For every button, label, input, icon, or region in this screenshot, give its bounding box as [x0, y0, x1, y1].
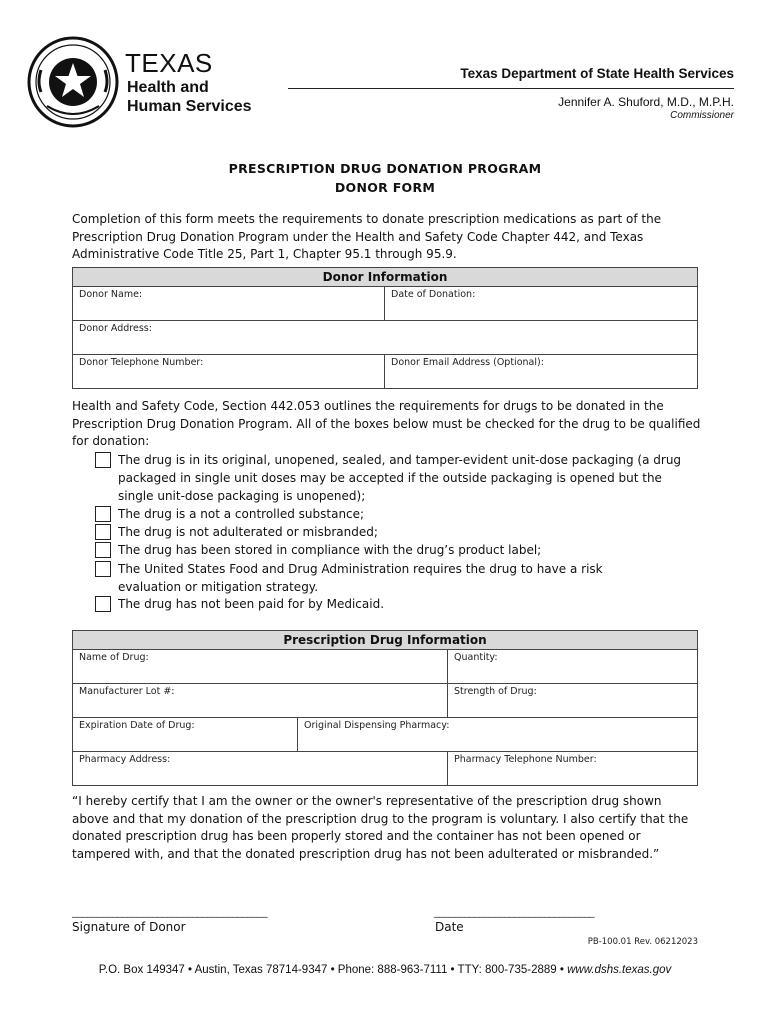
donor-address-field[interactable]: Donor Address:: [79, 323, 152, 334]
footer-address: P.O. Box 149347 • Austin, Texas 78714-9347 • Phone: 888-963-7111 • TTY: 800-735-2889 •: [98, 964, 568, 976]
quantity-field[interactable]: Quantity:: [447, 650, 697, 683]
checkbox[interactable]: [95, 542, 111, 558]
date-label: Date: [435, 920, 464, 934]
logo-agency-text: Health and Human Services: [127, 79, 252, 115]
date-of-donation-field[interactable]: Date of Donation:: [384, 287, 697, 320]
commissioner-name: Jennifer A. Shuford, M.D., M.P.H.: [558, 95, 734, 109]
strength-field[interactable]: Strength of Drug:: [447, 684, 697, 717]
donor-information-table: [72, 267, 698, 389]
signature-line[interactable]: _______________________________________: [72, 905, 267, 918]
donor-email-field[interactable]: Donor Email Address (Optional):: [384, 355, 697, 388]
drug-information-heading: Prescription Drug Information: [73, 631, 697, 650]
checkbox[interactable]: [95, 452, 111, 468]
logo-state-text: TEXAS: [125, 48, 213, 78]
form-title: PRESCRIPTION DRUG DONATION PROGRAM: [228, 161, 542, 176]
lot-number-field[interactable]: Manufacturer Lot #:: [79, 686, 175, 697]
form-number: PB-100.01 Rev. 06212023: [587, 937, 698, 947]
requirements-paragraph: Health and Safety Code, Section 442.053 outlines the requirements for drugs to be donated in the Prescription Drug Donation Program. All of the boxes below must be checked for the drug to be qualified for donation:: [72, 399, 701, 448]
checkbox[interactable]: [95, 524, 111, 540]
commissioner-title: Commissioner: [670, 110, 734, 121]
footer-contact: [0, 964, 770, 976]
donor-name-field[interactable]: Donor Name:: [79, 289, 143, 300]
expiration-date-field[interactable]: Expiration Date of Drug:: [79, 720, 195, 731]
intro-paragraph: Completion of this form meets the requirements to donate prescription medications as part of the Prescription Drug Donation Program under the Health and Safety Code Chapter 442, and Texas Administrative Code Title 25, Part 1, Chapter 95.1 through 95.9.: [72, 212, 662, 261]
checkbox[interactable]: [95, 561, 111, 577]
pharmacy-address-field[interactable]: Pharmacy Address:: [79, 754, 171, 765]
original-pharmacy-field[interactable]: Original Dispensing Pharmacy:: [297, 718, 697, 751]
drug-name-field[interactable]: Name of Drug:: [79, 652, 149, 663]
pharmacy-phone-field[interactable]: Pharmacy Telephone Number:: [447, 752, 697, 785]
drug-information-table: [72, 630, 698, 786]
donor-phone-field[interactable]: Donor Telephone Number:: [79, 357, 204, 368]
footer-website-link[interactable]: www.dshs.texas.gov: [567, 964, 672, 976]
department-name: Texas Department of State Health Services: [460, 66, 734, 81]
certification-paragraph: “I hereby certify that I am the owner or the owner's representative of the prescription drug shown above and that my donation of the prescription drug to the program is voluntary. I also certify that the donated prescription drug has been properly stored and the container has not been opened or tampered with, and that the donated prescription drug has not been adulterated or misbranded.”: [72, 794, 689, 861]
header-rule: [288, 88, 734, 89]
donor-information-heading: Donor Information: [73, 268, 697, 287]
texas-hhs-seal-logo: [27, 36, 119, 128]
signature-label: Signature of Donor: [72, 920, 186, 934]
checkbox[interactable]: [95, 596, 111, 612]
checkbox[interactable]: [95, 506, 111, 522]
form-subtitle: DONOR FORM: [334, 180, 436, 195]
date-line[interactable]: ________________________________: [434, 905, 594, 918]
